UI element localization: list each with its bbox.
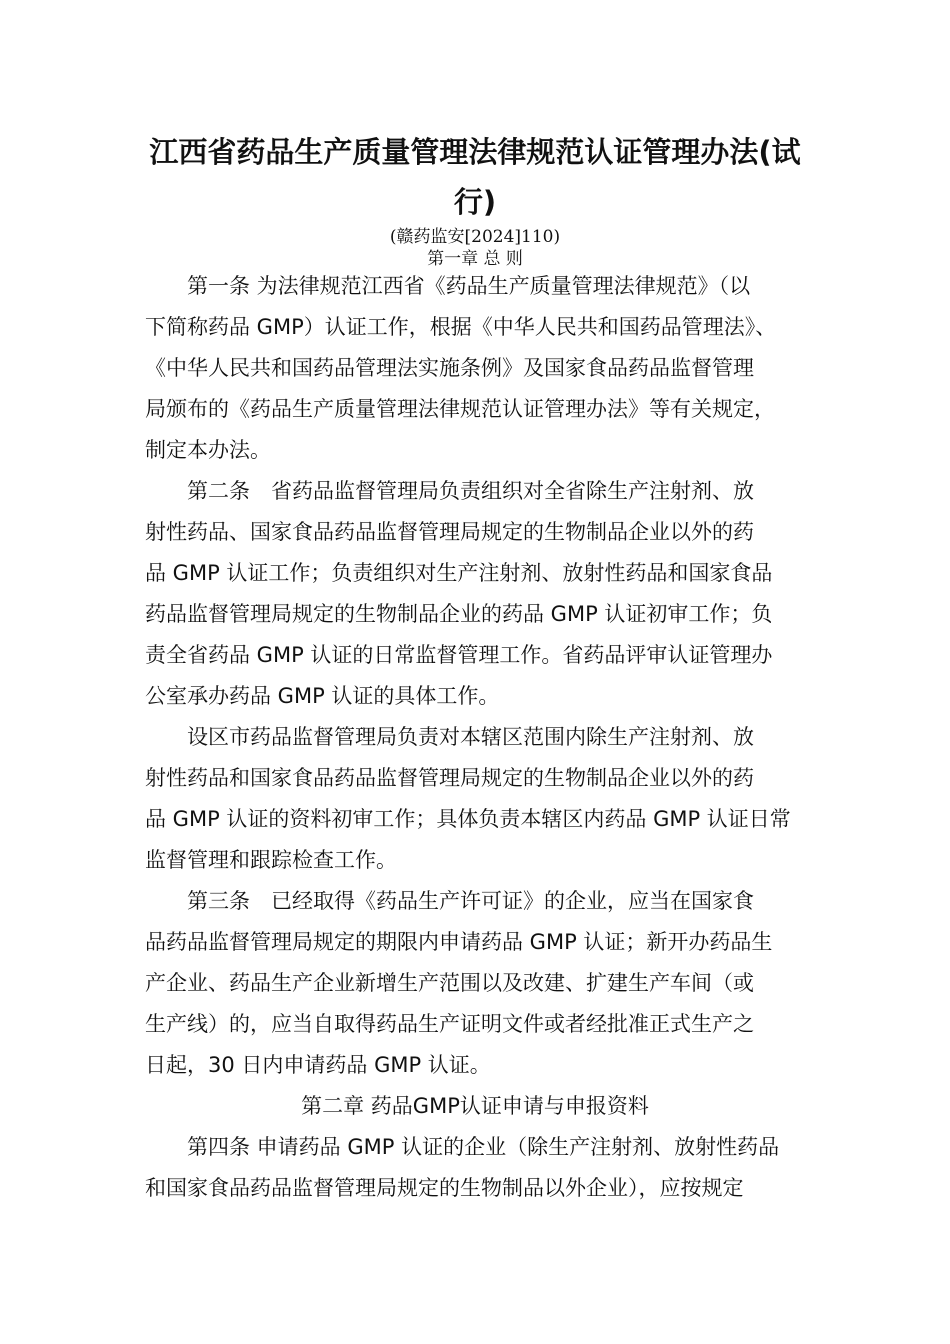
article-1-line: 制定本办法。 (145, 438, 271, 462)
article-2-para-2-line: 设区市药品监督管理局负责对本辖区范围内除生产注射剂、放 (187, 725, 754, 749)
article-2-line: 公室承办药品 GMP 认证的具体工作。 (145, 684, 500, 708)
document-title-line-1: 江西省药品生产质量管理法律规范认证管理办法(试 (149, 135, 801, 169)
article-2-para-2-line: 监督管理和跟踪检查工作。 (145, 848, 397, 872)
article-2-line: 射性药品、国家食品药品监督管理局规定的生物制品企业以外的药 (145, 520, 754, 544)
article-1-line: 下简称药品 GMP）认证工作，根据《中华人民共和国药品管理法》、 (145, 315, 777, 339)
article-2-line: 第二条 省药品监督管理局负责组织对全省除生产注射剂、放 (187, 479, 754, 503)
document-number: (赣药监安[2024]110) (389, 227, 561, 247)
article-4-line: 和国家食品药品监督管理局规定的生物制品以外企业），应按规定 (145, 1176, 744, 1200)
article-3-line: 第三条 已经取得《药品生产许可证》的企业，应当在国家食 (187, 889, 754, 913)
article-2-line: 品 GMP 认证工作；负责组织对生产注射剂、放射性药品和国家食品 (145, 561, 773, 585)
article-3-line: 产企业、药品生产企业新增生产范围以及改建、扩建生产车间（或 (145, 971, 754, 995)
article-4-line: 第四条 申请药品 GMP 认证的企业（除生产注射剂、放射性药品 (187, 1135, 780, 1159)
article-1-line: 局颁布的《药品生产质量管理法律规范认证管理办法》等有关规定， (145, 397, 775, 421)
document-title-line-2: 行) (453, 185, 497, 219)
article-1-line: 《中华人民共和国药品管理法实施条例》及国家食品药品监督管理 (145, 356, 754, 380)
article-1-line: 第一条 为法律规范江西省《药品生产质量管理法律规范》（以 (187, 274, 751, 298)
article-3-line: 品药品监督管理局规定的期限内申请药品 GMP 认证；新开办药品生 (145, 930, 773, 954)
article-2-para-2-line: 射性药品和国家食品药品监督管理局规定的生物制品企业以外的药 (145, 766, 754, 790)
chapter-2-heading: 第二章 药品GMP认证申请与申报资料 (301, 1094, 649, 1118)
chapter-1-heading: 第一章 总 则 (427, 249, 523, 269)
article-3-line: 生产线）的，应当自取得药品生产证明文件或者经批准正式生产之 (145, 1012, 754, 1036)
article-2-para-2-line: 品 GMP 认证的资料初审工作；具体负责本辖区内药品 GMP 认证日常 (145, 807, 791, 831)
article-3-line: 日起，30 日内申请药品 GMP 认证。 (145, 1053, 491, 1077)
article-2-line: 药品监督管理局规定的生物制品企业的药品 GMP 认证初审工作；负 (145, 602, 773, 626)
article-2-line: 责全省药品 GMP 认证的日常监督管理工作。省药品评审认证管理办 (145, 643, 773, 667)
